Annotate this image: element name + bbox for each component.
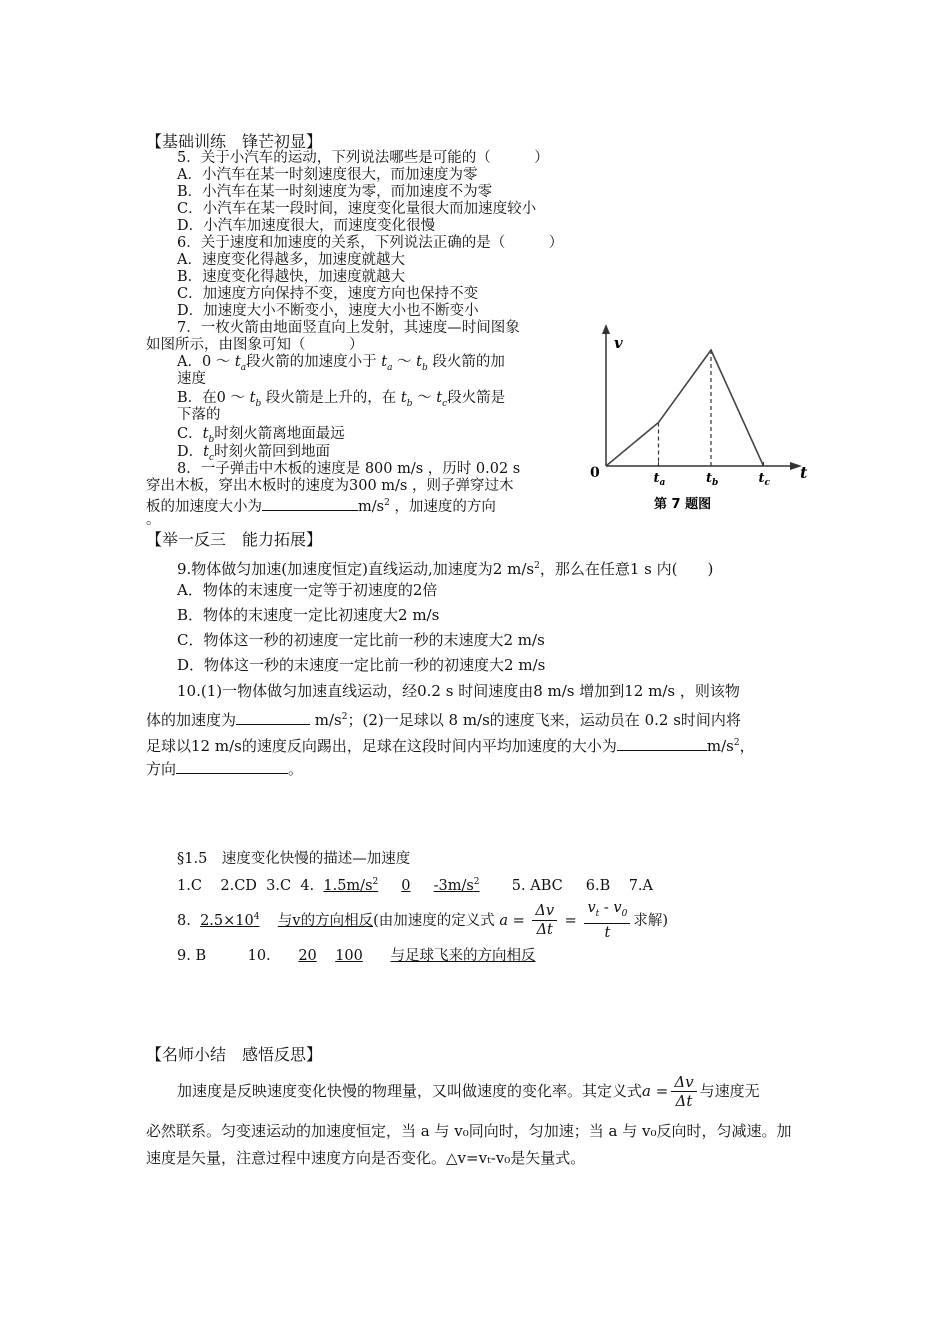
q8-line2: 穿出木板，穿出木板时的速度为300 m/s ，则子弹穿过木: [146, 478, 514, 494]
q10-line1: 10.(1)一物体做匀加速直线运动，经0.2 s 时间速度由8 m/s 增加到12 m/s ，则该物: [177, 682, 740, 700]
q8-line3: 板的加速度大小为 $m/s^2$ ，加速度的方向: [146, 495, 496, 516]
answers-title: §1.5 速度变化快慢的描述—加速度: [177, 851, 411, 867]
q9-option-c: C．物体这一秒的初速度一定比前一秒的末速度大2 m/s: [177, 631, 545, 649]
section-heading-basic: 【基础训练 锋芒初显】: [146, 132, 323, 151]
q9-option-a: A．物体的末速度一定等于初速度的2倍: [177, 581, 438, 599]
x-tick-label-c: $t_c$: [758, 471, 770, 488]
q5-option-b: B．小汽车在某一时刻速度为零，而加速度不为零: [177, 184, 493, 200]
q6-option-a: A．速度变化得越多，加速度就越大: [177, 252, 405, 268]
q8-line4: 。: [146, 512, 161, 528]
y-axis-arrow-icon: [602, 324, 610, 334]
accel-def-fraction-2: $\frac{v_t - v_0}{t}$: [584, 900, 630, 942]
q6-option-c: C．加速度方向保持不变，速度方向也保持不变: [177, 286, 479, 302]
x-tick-label-b: $t_b$: [706, 471, 719, 488]
q9-stem: 9.物体做匀加速(加速度恒定)直线运动,加速度为2 $m/s^2$，那么在任意1 s 内( ): [177, 560, 714, 578]
q6-stem: 6．关于速度和加速度的关系，下列说法正确的是（ ）: [177, 235, 564, 251]
q6-option-d: D．加速度大小不断变小，速度大小也不断变小: [177, 303, 479, 319]
summary-fraction: $\frac{\Delta v}{\Delta t}$: [671, 1074, 696, 1110]
section-heading-extension: 【举一反三 能力拓展】: [146, 530, 323, 549]
q7-stem-line2: 如图所示，由图象可知（ ）: [146, 337, 364, 353]
q10-line3: 足球以12 m/s的速度反向踢出，足球在这段时间内平均加速度的大小为 $m/s^2$，: [146, 737, 755, 755]
q9-option-d: D．物体这一秒的末速度一定比前一秒的初速度大2 m/s: [177, 656, 546, 674]
answers-row-3: 9. B 10. 20 100 与足球飞来的方向相反: [177, 948, 536, 964]
x-axis-label: t: [800, 463, 808, 482]
v-t-series-line: [606, 350, 764, 466]
q10-line2: 体的加速度为 $m/s^2$；(2)一足球以 8 m/s的速度飞来，运动员在 0.2 s时间内将: [146, 711, 741, 729]
q5-option-c: C．小汽车在某一段时间，速度变化量很大而加速度较小: [177, 201, 537, 217]
q7-option-b-line2: 下落的: [177, 407, 221, 423]
section-heading-summary: 【名师小结 感悟反思】: [146, 1045, 323, 1064]
q7-option-d: D．$t_c$时刻火箭回到地面: [177, 444, 331, 463]
summary-line1: 加速度是反映速度变化快慢的物理量，又叫做速度的变化率。其定义式a = $\frac{\Delta v}{\Delta t}$ 与速度无: [177, 1073, 760, 1110]
answers-row-1: 1.C 2.CD 3.C 4. $1.5m/s^2$ 0 $-3m/s^2$ 5. ABC 6.B 7.A: [177, 877, 654, 894]
q10-blank-1: [236, 710, 310, 725]
q6-option-b: B．速度变化得越快，加速度就越大: [177, 269, 406, 285]
q7-stem-line1: 7．一枚火箭由地面竖直向上发射，其速度—时间图象: [177, 320, 520, 336]
origin-label: 0: [590, 465, 600, 481]
q10-blank-3: [176, 759, 288, 774]
q7-option-c: C．$t_b$时刻火箭离地面最远: [177, 426, 345, 445]
q8-answer-blank: [262, 496, 358, 511]
summary-line2: 必然联系。匀变速运动的加速度恒定，当 a 与 v₀同向时，匀加速；当 a 与 v₀反向时，匀减速。加: [146, 1122, 792, 1140]
q10-blank-2: [617, 736, 707, 751]
v-t-chart: [578, 318, 808, 528]
q9-option-b: B．物体的末速度一定比初速度大2 m/s: [177, 606, 440, 624]
y-axis-label: v: [614, 334, 623, 352]
q7-option-b-line1: B．在0 ～ $t_b$ 段火箭是上升的，在 $t_b$ ～ $t_c$段火箭是: [177, 390, 506, 409]
q10-line4: 方向 。: [146, 760, 304, 778]
summary-line3: 速度是矢量，注意过程中速度方向是否变化。△v=vₜ-v₀是矢量式。: [146, 1149, 586, 1167]
q7-option-a-line2: 速度: [177, 371, 206, 387]
accel-def-fraction-1: $\frac{\Delta v}{\Delta t}$: [532, 903, 557, 939]
q5-option-a: A．小汽车在某一时刻速度很大，而加速度为零: [177, 167, 478, 183]
q7-option-a-line1: A．0 ～ $t_a$段火箭的加速度小于 $t_a$ ～ $t_b$ 段火箭的加: [177, 354, 505, 373]
q5-option-d: D．小汽车加速度很大，而速度变化很慢: [177, 218, 436, 234]
q8-line1: 8．一子弹击中木板的速度是 800 m/s ，历时 0.02 s: [177, 461, 521, 477]
x-tick-label-a: $t_a$: [653, 471, 666, 488]
answers-row-2: 8. $2.5\times 10^4$ 与v的方向相反(由加速度的定义式 a = $\frac{\Delta v}{\Delta t}$ = $\frac{v_t - v_0}{t}$ 求解): [177, 899, 668, 941]
q5-stem: 5．关于小汽车的运动，下列说法哪些是可能的（ ）: [177, 150, 549, 166]
chart-title: 第 7 题图: [654, 497, 712, 512]
